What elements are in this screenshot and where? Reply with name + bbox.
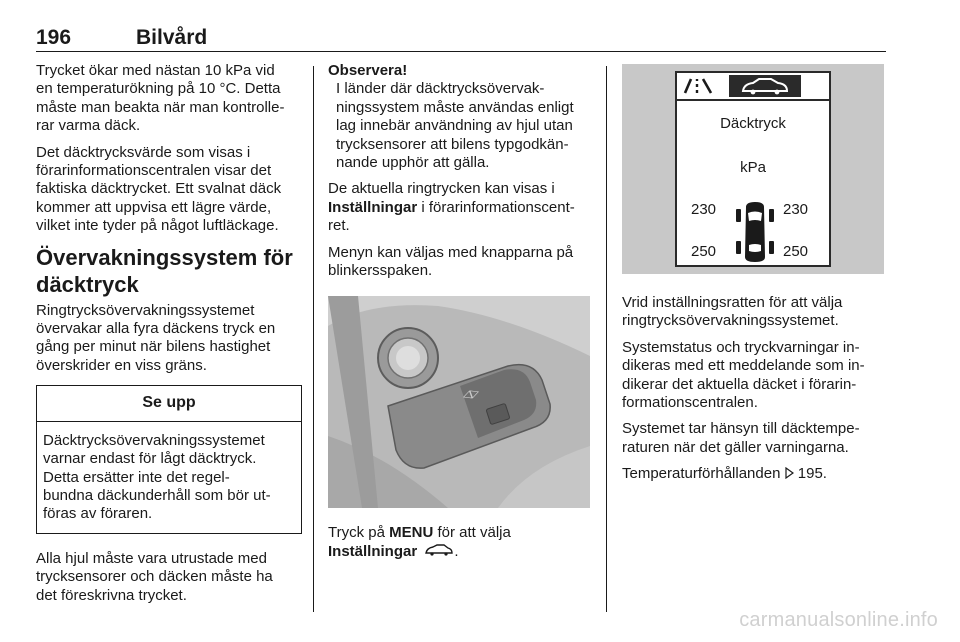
column-divider-1 [313,66,314,612]
column-right [622,62,884,493]
paragraph-temperature-reference[interactable]: Temperaturförhållanden 195. [622,465,884,484]
rear-right-pressure: 250 [783,243,809,260]
screen-title: Däcktryck [720,115,786,132]
front-left-pressure: 230 [691,201,717,218]
caution-box [36,385,302,533]
caution-title: Se upp [37,386,301,421]
note-title: Observera! [328,62,408,79]
paragraph-temperature: Systemet tar hänsyn till däcktempe- raturen när det gäller varningarna. [622,420,860,456]
paragraph-view-pressures: De aktuella ringtrycken kan visas i Inställningar i förarinformationscent- ret. [328,180,575,235]
column-divider-2 [606,66,607,612]
screen-tab-bar [677,73,829,101]
car-settings-icon [424,543,454,561]
car-top-view-icon [734,201,776,263]
warning-tab-icon [729,75,801,97]
page-reference-arrow-icon [785,466,794,484]
rear-left-pressure: 250 [691,243,717,260]
svg-text:◁▷: ◁▷ [460,385,481,404]
paragraph-sensors-required: Alla hjul måste vara utrustade med trycksensorer och däcken måste ha det föreskrivna trycket. [36,549,273,604]
column-middle [328,62,593,569]
tire-pressure-display-illustration [622,64,884,274]
settings-term: Inställningar [328,198,418,216]
turn-signal-stalk-photo [328,296,590,508]
paragraph-menu-buttons: Menyn kan väljas med knapparna på blinkersspaken. [328,243,574,280]
paragraph-displayed-value: Det däcktrycksvärde som visas i förarinformationscentralen visar det faktiska däcktrycket. Ett svalnat däck kommer att uppvisa ett lägre värde, vilket inte tyder på något luftläckage. [36,143,282,235]
column-left [36,62,302,613]
note-block [328,62,593,172]
pressure-unit: kPa [740,159,766,176]
page-number: 196 [36,26,72,49]
paragraph-turn-knob: Vrid inställningsratten för att välja ringtrycksövervakningssystemet. [622,294,843,330]
instrument-screen [675,71,831,267]
paragraph-pressure-temperature: Trycket ökar med nästan 10 kPa vid en temperaturökning på 10 °C. Detta måste man beakta när man kontrolle- rar varma däck. [36,62,285,135]
settings-term-2: Inställningar [328,543,418,561]
note-body: I länder där däcktrycksövervak- ningssystem måste användas enligt lag innebär användning av hjul utan trycksensorer att bilens typgodkän- nande upphör att gälla. [336,80,574,172]
caution-body: Däcktrycksövervakningssystemet varnar endast för lågt däcktryck. Detta ersätter inte det regel- bundna däckunderhåll som bör ut- föras av föraren. [43,431,271,523]
paragraph-press-menu: Tryck på MENU för att välja Inställningar . [328,524,511,561]
chapter-title: Bilvård [136,26,208,49]
front-right-pressure: 230 [783,201,809,218]
paragraph-system-description: Ringtrycksövervakningssystemet övervakar alla fyra däckens tryck en gång per minut när bilens hastighet överskrider en viss gräns. [36,301,276,374]
watermark: carmanualsonline.info [739,609,938,631]
paragraph-system-status: Systemstatus och tryckvarningar in- dikeras med ett meddelande som in- dikerar det aktuella däcket i förarin- formationscentralen. [622,338,865,412]
menu-button-term: MENU [389,524,434,542]
section-heading: Övervakningssystem för däcktryck [36,244,293,297]
lane-icon [681,77,725,95]
page-header [36,24,886,52]
